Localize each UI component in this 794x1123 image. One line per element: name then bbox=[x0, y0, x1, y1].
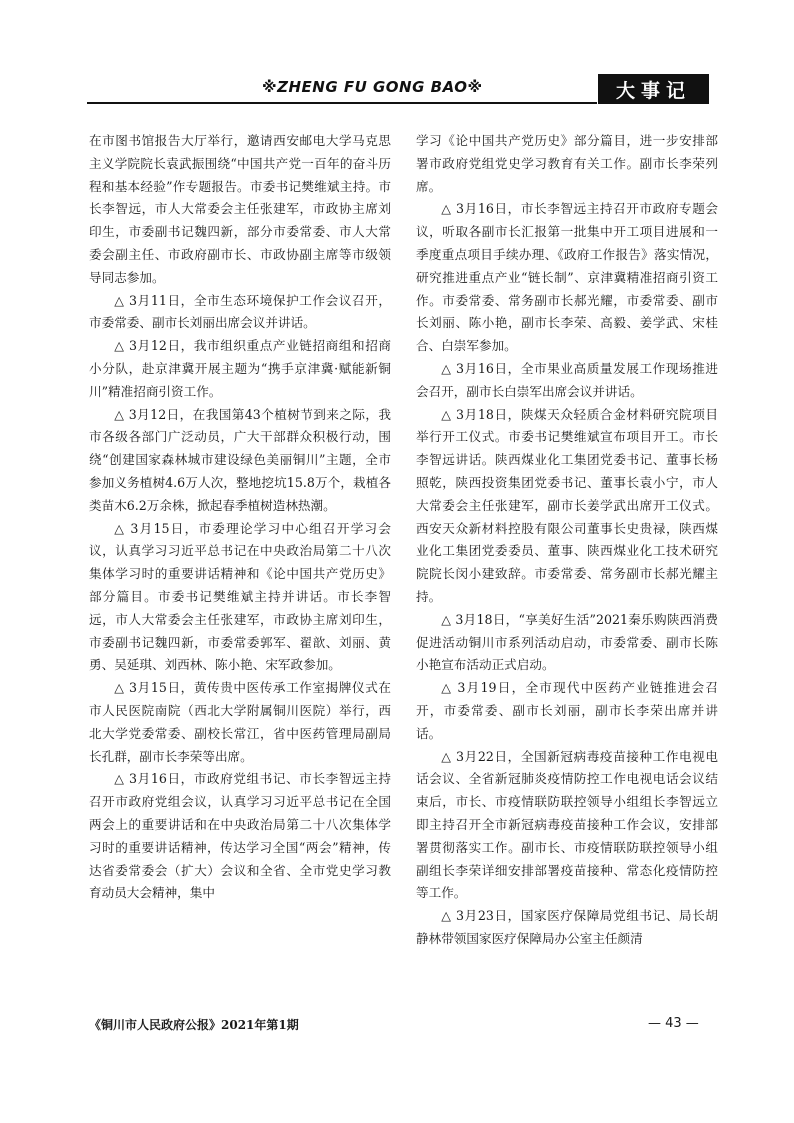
right-column bbox=[416, 130, 718, 951]
paragraph: △ 3月11日，全市生态环境保护工作会议召开，市委常委、副市长刘丽出席会议并讲话。 bbox=[89, 292, 391, 331]
page-header bbox=[87, 74, 709, 106]
publication-footer: 《铜川市人民政府公报》2021年第1期 bbox=[89, 1018, 299, 1032]
paragraph: △ 3月15日，市委理论学习中心组召开学习会议，认真学习习近平总书记在中央政治局第二十八次集体学习时的重要讲话精神和《论中国共产党历史》部分篇目。市委书记樊维斌主持并讲话。市长李智远，市人大常委会主任张建军，市政协主席刘印生，市委副书记魏四新，市委常委郭军、翟歆、刘丽、黄勇、吴延琪、刘西林、陈小艳、宋军政参加。 bbox=[89, 520, 391, 673]
paragraph: △ 3月12日，在我国第43个植树节到来之际，我市各级各部门广泛动员，广大干部群众积极行动，围绕“创建国家森林城市建设绿色美丽铜川”主题，全市参加义务植树4.6万人次，整地挖坑15.8万个，栽植各类苗木6.2万余株，掀起春季植树造林热潮。 bbox=[89, 406, 391, 513]
header-rule bbox=[87, 102, 597, 104]
left-column bbox=[89, 130, 391, 905]
paragraph: △ 3月18日，“享美好生活”2021秦乐购陕西消费促进活动铜川市系列活动启动，市委常委、副市长陈小艳宣布活动正式启动。 bbox=[416, 611, 718, 673]
paragraph: △ 3月12日，我市组织重点产业链招商组和招商小分队，赴京津冀开展主题为“携手京津冀·赋能新铜川”精准招商引资工作。 bbox=[89, 338, 391, 399]
paragraph: △ 3月22日，全国新冠病毒疫苗接种工作电视电话会议、全省新冠肺炎疫情防控工作电视电话会议结束后，市长、市疫情联防联控领导小组组长李智远立即主持召开全市新冠病毒疫苗接种工作会议，安排部署贯彻落实工作。副市长、市疫情联防联控领导小组副组长李荣详细安排部署疫苗接种、常态化疫情防控等工作。 bbox=[416, 748, 718, 901]
paragraph: 在市图书馆报告大厅举行，邀请西安邮电大学马克思主义学院院长袁武振围绕“中国共产党一百年的奋斗历程和基本经验”作专题报告。市委书记樊维斌主持。市长李智远，市人大常委会主任张建军，市政协主席刘印生，市委副书记魏四新，部分市委常委、市人大常委会副主任、市政府副市长、市政协副主席等市级领导同志参加。 bbox=[89, 133, 391, 285]
paragraph: △ 3月19日，全市现代中医药产业链推进会召开，市委常委、副市长刘丽，副市长李荣出席并讲话。 bbox=[416, 680, 718, 741]
paragraph: △ 3月18日，陕煤天众轻质合金材料研究院项目举行开工仪式。市委书记樊维斌宣布项目开工。市长李智远讲话。陕西煤业化工集团党委书记、董事长杨照乾，陕西投资集团党委书记、董事长袁小宁，市人大常委会主任张建军，副市长姜学武出席开工仪式。西安天众新材料控股有限公司董事长史贵禄，陕西煤业化工集团党委委员、董事、陕西煤业化工技术研究院院长闵小建致辞。市委常委、常务副市长郝光耀主持。 bbox=[416, 406, 718, 604]
paragraph: △ 3月23日，国家医疗保障局党组书记、局长胡静林带领国家医疗保障局办公室主任颜清 bbox=[416, 908, 718, 946]
paragraph: △ 3月16日，全市果业高质量发展工作现场推进会召开，副市长白崇军出席会议并讲话。 bbox=[416, 360, 718, 399]
page-number: — 43 — bbox=[648, 1016, 699, 1031]
section-tab: 大事记 bbox=[598, 74, 709, 104]
paragraph: △ 3月16日，市长李智远主持召开市政府专题会议，听取各副市长汇报第一批集中开工项目进展和一季度重点项目手续办理、《政府工作报告》落实情况，研究推进重点产业“链长制”、京津冀精准招商引资工作。市委常委、常务副市长郝光耀，市委常委、副市长刘丽、陈小艳，副市长李荣、高毅、姜学武、宋桂合、白崇军参加。 bbox=[416, 201, 718, 354]
paragraph: 学习《论中国共产党历史》部分篇目，进一步安排部署市政府党组党史学习教育有关工作。副市长李荣列席。 bbox=[416, 133, 718, 194]
paragraph: △ 3月16日，市政府党组书记、市长李智远主持召开市政府党组会议，认真学习习近平总书记在全国两会上的重要讲话和在中央政治局第二十八次集体学习时的重要讲话精神，传达学习全国“两会”精神，传达省委常委会（扩大）会议和全省、全市党史学习教育动员大会精神，集中 bbox=[89, 771, 391, 901]
paragraph: △ 3月15日，黄传贵中医传承工作室揭牌仪式在市人民医院南院（西北大学附属铜川医院）举行，西北大学党委常委、副校长常江，省中医药管理局副局长孔群，副市长李荣等出席。 bbox=[89, 680, 391, 764]
header-title: ※ZHENG FU GONG BAO※ bbox=[262, 78, 483, 96]
